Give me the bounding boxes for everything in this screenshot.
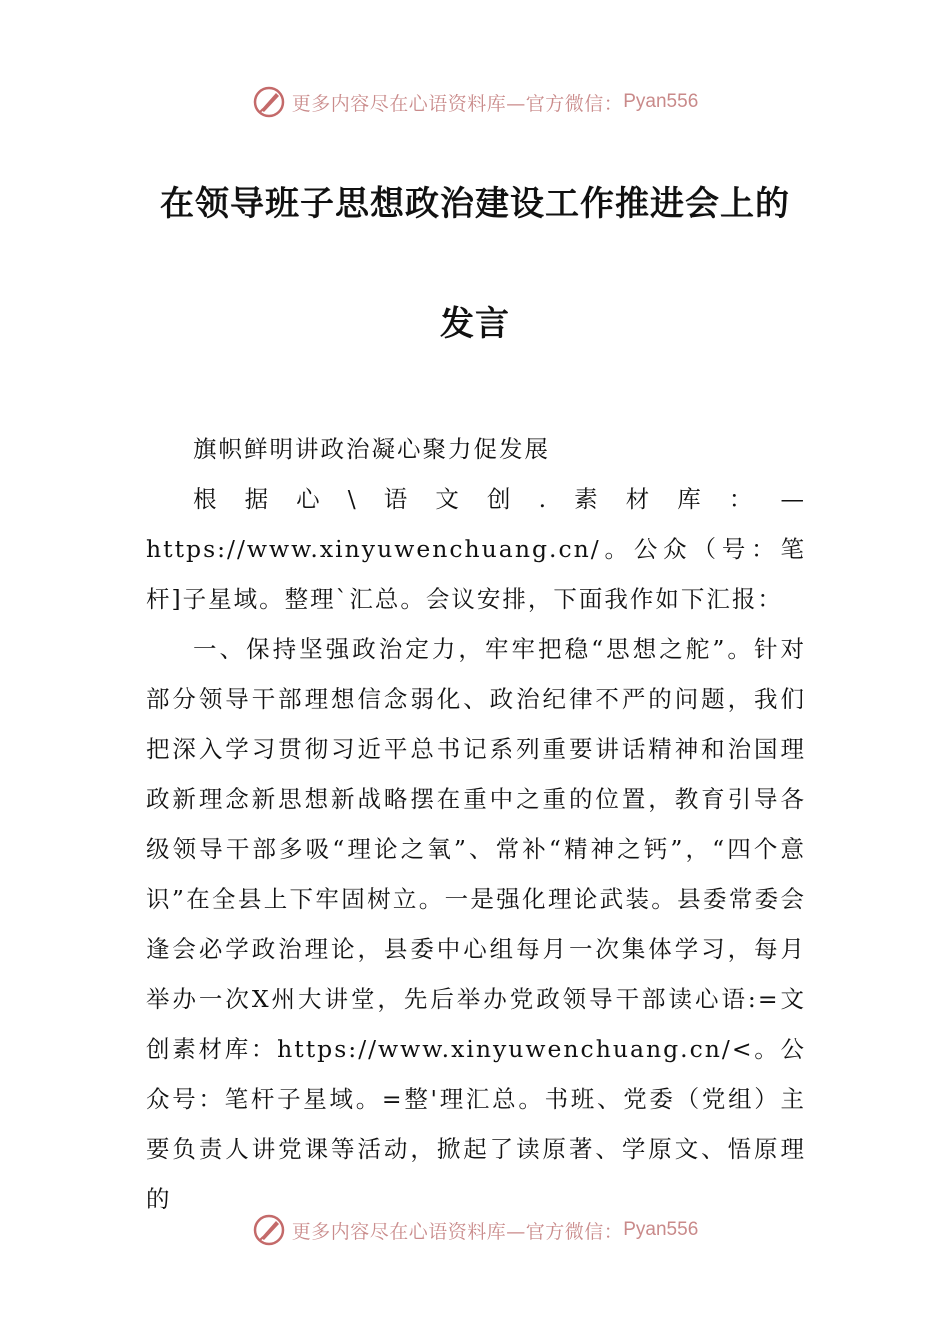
watermark-handle: Pyan556 bbox=[623, 1219, 699, 1240]
document-title-line1: 在领导班子思想政治建设工作推进会上的 bbox=[160, 184, 790, 224]
paragraph-section-one: 一、保持坚强政治定力，牢牢把稳“思想之舵”。针对部分领导干部理想信念弱化、政治纪律不严的问题，我们把深入学习贯彻习近平总书记系列重要讲话精神和治国理政新理念新思想新战略摆在重中之重的位置，教育引导各级领导干部多吸“理论之氧”、常补“精神之钙”，“四个意识”在全县上下牢固树立。一是强化理论武装。县委常委会逢会必学政治理论，县委中心组每月一次集体学习，每月举办一次X州大讲堂，先后举办党政领导干部读心语:=文创素材库：https://www.xinyuwenchuang.cn/<。公众号：笔杆子星域。=整'理汇总。书班、党委（党组）主要负责人讲党课等活动，掀起了读原著、学原文、悟原理的 bbox=[146, 635, 806, 1213]
watermark-text: 更多内容尽在心语资料库—官方微信： bbox=[291, 92, 624, 115]
watermark-text: 更多内容尽在心语资料库—官方微信： bbox=[291, 1220, 624, 1243]
watermark-banner-top bbox=[0, 80, 950, 124]
document-title-line2: 发言 bbox=[440, 304, 510, 344]
quill-logo-icon bbox=[252, 85, 286, 119]
watermark-handle: Pyan556 bbox=[623, 91, 699, 112]
quill-logo-icon bbox=[252, 1213, 286, 1247]
document-body bbox=[146, 424, 806, 1224]
watermark-banner-bottom bbox=[0, 1208, 950, 1252]
document-subtitle: 旗帜鲜明讲政治凝心聚力促发展 bbox=[193, 435, 550, 463]
paragraph-intro: 根据心\语文创.素材库：—https://www.xinyuwenchuang.cn/。公众（号：笔杆]子星域。整理`汇总。会议安排，下面我作如下汇报： bbox=[146, 485, 806, 613]
